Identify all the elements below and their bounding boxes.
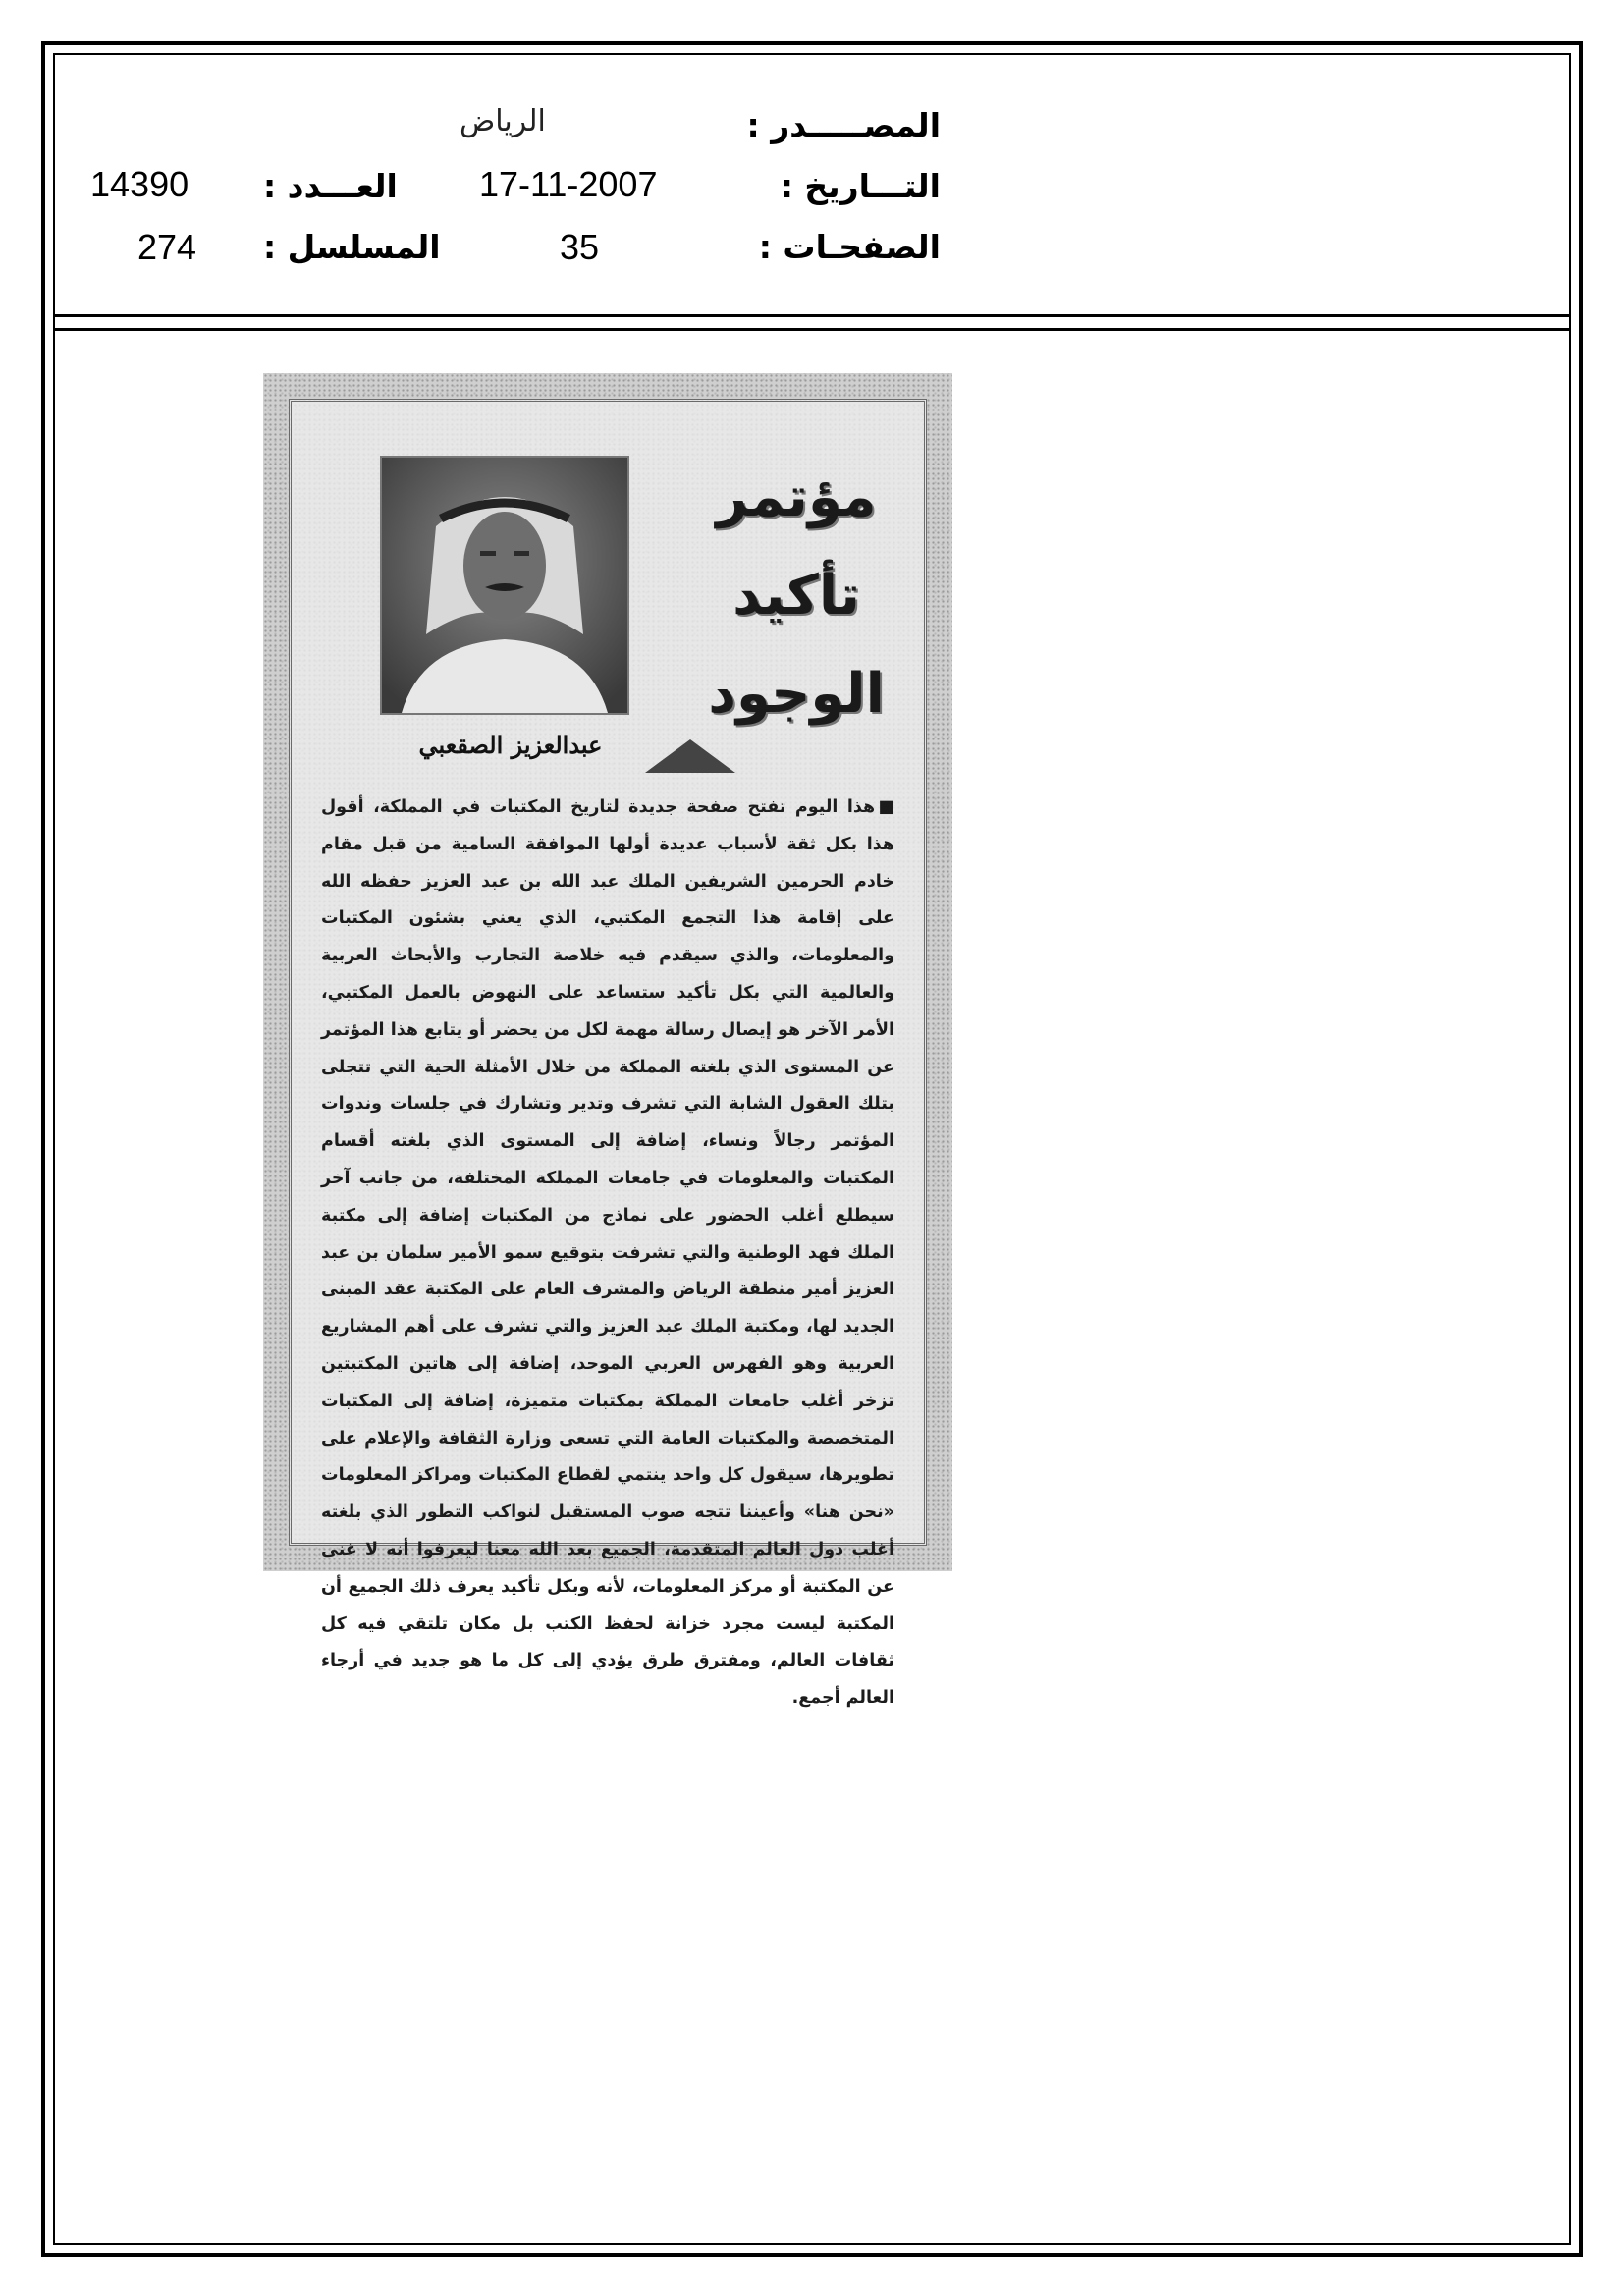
headline-line-3: الوجود (708, 662, 885, 726)
source-value: الرياض (460, 104, 546, 138)
pages-label: الصفحـات : (758, 228, 941, 266)
clipping-body (289, 399, 927, 1709)
columnist-photo (380, 456, 629, 715)
serial-value: 274 (137, 227, 197, 267)
serial-label: المسلسل : (263, 228, 441, 266)
issue-value: 14390 (90, 164, 189, 204)
newspaper-clipping (263, 373, 952, 1709)
headline (708, 449, 885, 743)
portrait-image (382, 458, 627, 713)
headline-line-2: تأكيد (732, 564, 860, 628)
source-label: المصـــــدر : (746, 106, 941, 144)
article-text: ■هذا اليوم تفتح صفحة جديدة لتاريخ المكتبات في المملكة، أقول هذا بكل ثقة لأسباب عديدة أولها الموافقة السامية من قبل مقام خادم الحرمين الشريفين الملك عبد الله بن عبد العزيز حفظه الله على إقامة هذا التجمع المكتبي، الذي يعني بشئون المكتبات والمعلومات، والذي سيقدم فيه خلاصة التجارب والأبحاث العربية والعالمية التي بكل تأكيد ستساعد على النهوض بالعمل المكتبي، الأمر الآخر هو إيصال رسالة مهمة لكل من يحضر أو يتابع هذا المؤتمر عن المستوى الذي بلغته المملكة من خلال الأمثلة الحية التي تتجلى بتلك العقول الشابة التي تشرف وتدير وتشارك في جلسات وندوات المؤتمر رجالاً ونساء، إضافة إلى المستوى الذي بلغته أقسام المكتبات والمعلومات في جامعات المملكة المختلفة، من جانب آخر سيطلع أغلب الحضور على نماذج من المكتبات إضافة إلى مكتبة الملك فهد الوطنية والتي تشرفت بتوقيع سمو الأمير سلمان بن عبد العزيز أمير منطقة الرياض والمشرف العام على المكتبة عقد المبنى الجديد لها، ومكتبة الملك عبد العزيز والتي تشرف على أهم المشاريع العربية وهو الفهرس العربي الموحد، إضافة إلى هاتين المكتبتين تزخر أغلب جامعات المملكة بمكتبات متميزة، إضافة إلى المكتبات المتخصصة والمكتبات العامة التي تسعى وزارة الثقافة والإعلام على تطويرها، سيقول كل واحد ينتمي لقطاع المكتبات ومراكز المعلومات «نحن هنا» وأعيننا تتجه صوب المستقبل لنواكب التطور الذي بلغته أغلب دول العالم المتقدمة، الجميع بعد الله معنا ليعرفوا أنه لا غنى عن المكتبة أو مركز المعلومات، لأنه وبكل تأكيد يعرف ذلك الجميع أن المكتبة ليست مجرد خزانة لحفظ الكتب بل مكان تلتقي فيه كل ثقافات العالم، ومفترق طرق يؤدي إلى كل ما هو جديد في أرجاء العالم أجمع. (321, 797, 894, 1709)
date-value: 17-11-2007 (479, 164, 658, 204)
headline-line-1: مؤتمر (716, 465, 877, 529)
header-divider-bottom (53, 328, 1571, 331)
triangle-ornament-icon (645, 739, 735, 773)
columnist-name: عبدالعزيز الصقعبي (418, 731, 603, 759)
header-divider-top (53, 314, 1571, 317)
pages-value: 35 (560, 227, 600, 267)
date-label: التـــاريخ : (780, 167, 941, 205)
issue-label: العـــدد : (263, 167, 398, 205)
